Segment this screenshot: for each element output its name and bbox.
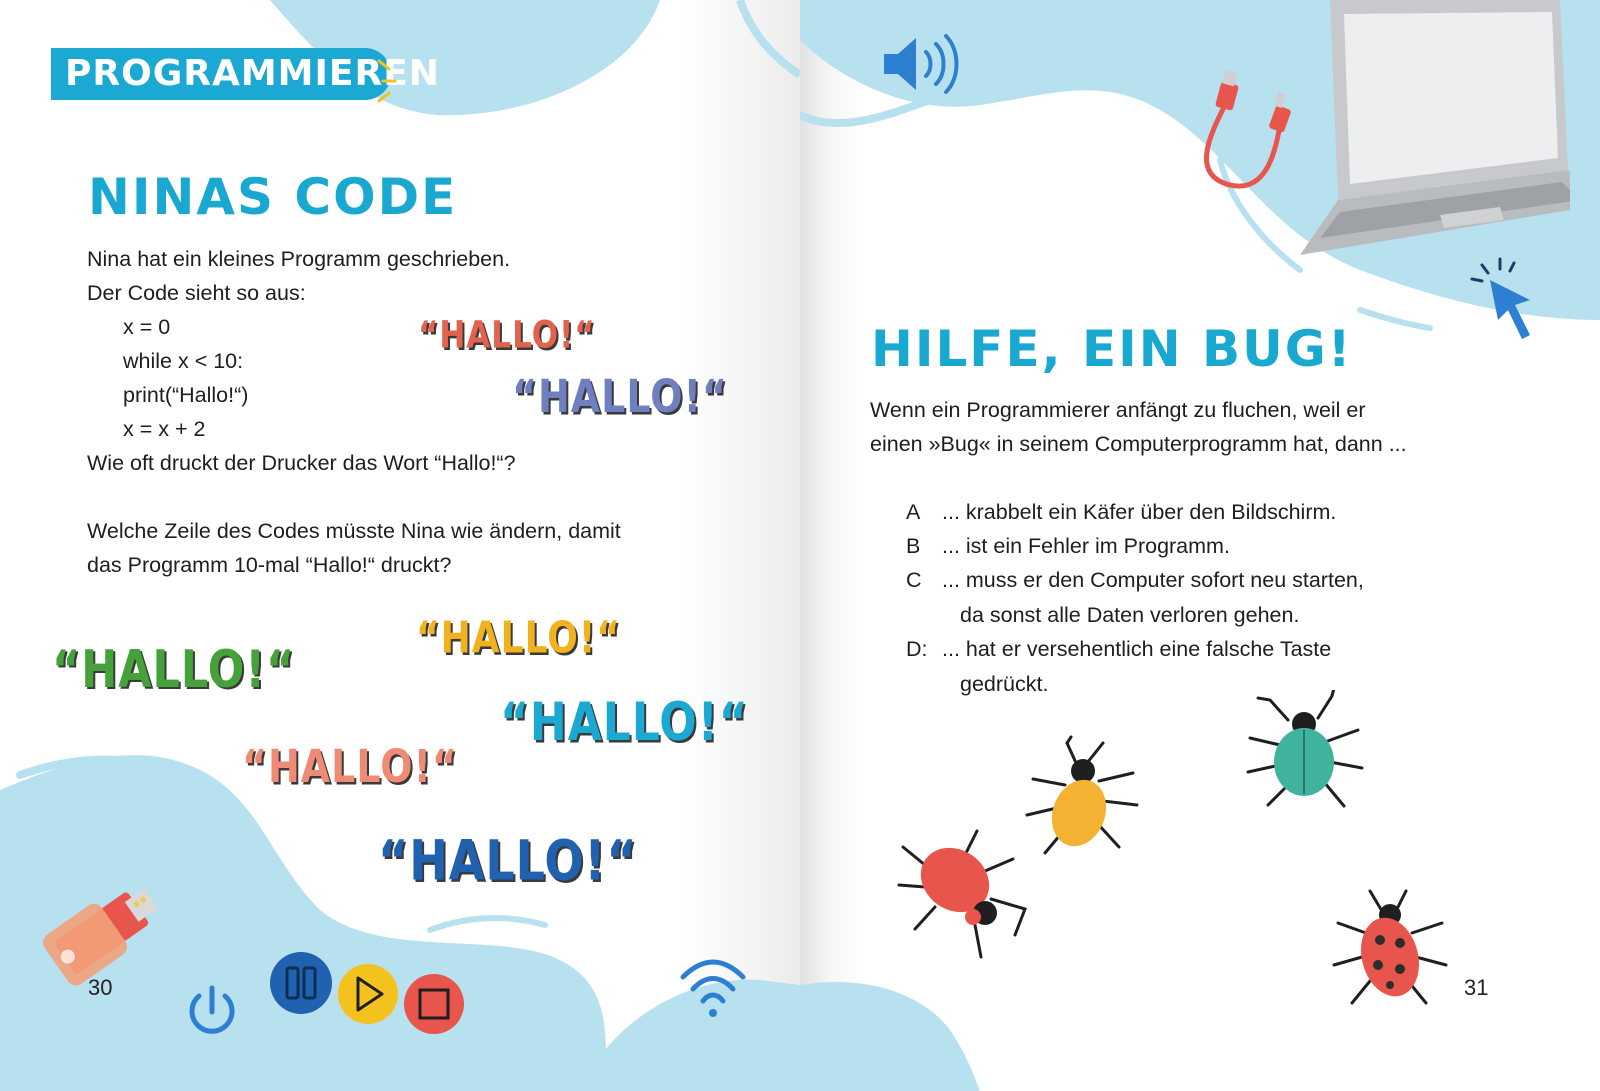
page-number: 31 [1464,975,1489,1000]
intro-line-2: Der Code sieht so aus: [87,281,306,305]
answer-option-a [906,495,1426,529]
hallo-word: “HALLO!“ [242,740,458,793]
code-line-4: x = x + 2 [123,417,206,441]
intro-line-2: einen »Bug« in seinem Computerprogramm hat, dann ... [870,432,1407,456]
intro-line-1: Wenn ein Programmierer anfängt zu fluchen, weil er [870,398,1366,422]
option-text: ... ist ein Fehler im Programm. [942,534,1230,558]
intro-line-1: Nina hat ein kleines Programm geschrieben. [87,247,511,271]
laptop-icon [1300,0,1570,260]
option-text-continued: gedrückt. [960,671,1049,696]
code-line-3: print(“Hallo!“) [123,383,249,407]
option-letter: D: [906,637,928,661]
section-tag: PROGRAMMIEREN [51,48,391,100]
wifi-icon [678,955,748,1025]
beetle-icon [895,825,1035,965]
play-icon [336,962,400,1026]
power-icon [182,982,242,1042]
option-letter: C [906,568,922,592]
beetle-icon [1240,690,1370,820]
answer-option-b [906,529,1426,563]
beetle-icon [1330,885,1450,1015]
speaker-icon [878,28,968,98]
option-letter: A [906,500,921,524]
usb-cable-icon [1180,65,1300,195]
sparkle-icon [375,55,397,105]
page-title: HILFE, EIN BUG! [871,320,1353,378]
question-2-line-1: Welche Zeile des Codes müsste Nina wie ändern, damit [87,519,621,543]
page-title: NINAS CODE [88,168,458,226]
option-text: ... krabbelt ein Käfer über den Bildschirm. [942,500,1337,524]
answer-option-c [906,563,1426,632]
option-text: ... hat er versehentlich eine falsche Taste [942,637,1332,661]
usb-stick-icon [38,872,168,992]
pause-icon [268,950,334,1016]
hallo-word: “HALLO!“ [512,370,728,423]
code-line-2: while x < 10: [123,349,244,373]
code-line-1: x = 0 [123,315,171,339]
hallo-word: “HALLO!“ [52,640,296,700]
question-1: Wie oft druckt der Drucker das Wort “Hallo!“? [87,451,516,475]
question-2-line-2: das Programm 10-mal “Hallo!“ druckt? [87,553,452,577]
option-letter: B [906,534,921,558]
option-text: ... muss er den Computer sofort neu starten, [942,568,1364,592]
stop-icon [402,972,466,1036]
hallo-word: “HALLO!“ [500,692,749,754]
hallo-word: “HALLO!“ [416,614,621,664]
cursor-icon [1470,255,1570,355]
right-page [800,0,1600,1091]
hallo-word: “HALLO!“ [378,828,638,893]
hallo-word: “HALLO!“ [418,314,596,358]
page-number: 30 [88,975,113,1000]
option-text-continued: da sonst alle Daten verloren gehen. [960,602,1300,627]
